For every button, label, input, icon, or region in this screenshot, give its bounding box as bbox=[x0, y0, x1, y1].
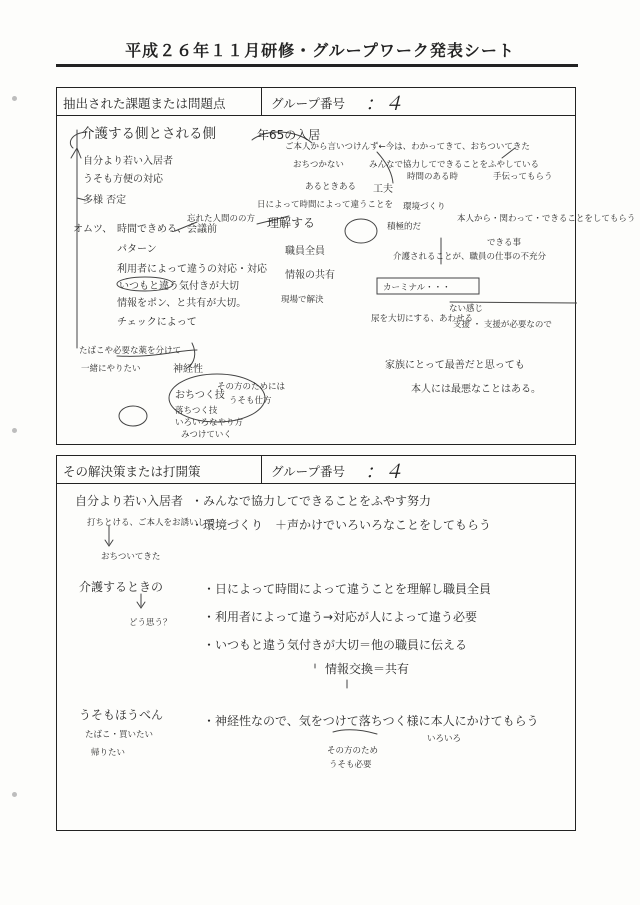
problem-section bbox=[56, 87, 636, 445]
note-differs-by-day: 日によって時間によって違うことを bbox=[257, 200, 394, 210]
problem-section-label: 抽出された課題または問題点 bbox=[63, 96, 226, 111]
sol-environment: ・環境づくり ＋声かけでいろいろなことをしてもらう bbox=[191, 518, 492, 532]
note-info-sharing: 情報の共有 bbox=[285, 270, 335, 281]
note-check: チェックによって bbox=[117, 317, 197, 328]
group-number-value: ：４ bbox=[365, 93, 404, 115]
sol-cooperate: ・みんなで協力してできることをふやす努力 bbox=[191, 494, 432, 508]
note-match: 尿を大切にする、あわせる bbox=[371, 314, 474, 324]
sol-info-exchange: 情報交換＝共有 bbox=[325, 662, 410, 676]
sol-younger-resident: 自分より若い入居者 bbox=[75, 494, 184, 508]
sol-calmed: おちついてきた bbox=[101, 552, 161, 562]
note-lie-ok: うそも仕方 bbox=[229, 396, 272, 406]
header-divider bbox=[261, 456, 262, 483]
sol-various: いろいろ bbox=[427, 734, 462, 744]
note-diaper: オムツ、 bbox=[73, 224, 113, 235]
sol-white-lie: うそもほうべん bbox=[79, 708, 164, 722]
note-worst-for-person: 本人には最悪なことはある。 bbox=[411, 384, 541, 395]
note-various-ways: いろいろなやり方 bbox=[175, 418, 244, 428]
note-can-do: できる事 bbox=[487, 238, 522, 248]
note-solve-on-site: 現場で解決 bbox=[281, 295, 324, 305]
note-ingenuity: 工夫 bbox=[373, 184, 393, 195]
note-for-that-person: その方のためには bbox=[217, 382, 286, 392]
note-environment: 環境づくり bbox=[403, 202, 446, 212]
note-care-giver-receiver: 介護する側とされる側 bbox=[81, 126, 216, 142]
problem-section-header bbox=[57, 88, 575, 116]
note-when-time: 時間のある時 bbox=[407, 172, 459, 182]
binder-hole bbox=[12, 96, 17, 101]
note-now-calming: ご本人から言いつけんず←今は、わかってきて、おちついてきた bbox=[285, 142, 530, 152]
sol-want-go-home: 帰りたい bbox=[91, 748, 126, 758]
note-forgetful-person: 忘れた人間のの方 bbox=[187, 214, 256, 224]
sol-invite: 打ちとける、ご本人をお誘いして bbox=[87, 518, 215, 528]
sol-for-that-person: その方のため bbox=[327, 746, 379, 756]
group-number-value: ：４ bbox=[365, 461, 404, 483]
note-caretaking-insufficient: 介護されることが、職員の仕事の不充分 bbox=[393, 252, 547, 262]
solution-section-label: その解決策または打開策 bbox=[63, 464, 201, 479]
note-get-help: 手伝ってもらう bbox=[493, 172, 553, 182]
note-cooperate: みんなで協力してできることをふやしている bbox=[369, 160, 540, 170]
note-notice-difference: いつもと違う気付きが大切 bbox=[119, 281, 239, 292]
sol-calm-nervous: ・神経性なので、気をつけて落ちつく様に本人にかけてもらう bbox=[203, 714, 539, 728]
solution-section bbox=[56, 455, 576, 831]
note-feeling: ない感じ bbox=[449, 304, 484, 314]
sol-lie-needed: うそも必要 bbox=[329, 760, 372, 770]
title-rule bbox=[56, 64, 578, 67]
note-age65-resident: 年65の入居 bbox=[257, 128, 321, 142]
solution-section-header bbox=[57, 456, 575, 484]
note-differs-by-user: 利用者によって違うの対応・対応 bbox=[117, 264, 267, 275]
sol-how-think: どう思う？ bbox=[129, 618, 172, 628]
note-understand: 理解する bbox=[267, 216, 316, 230]
note-self-involve: 本人から・関わって・できることをしてもらう bbox=[457, 214, 636, 224]
note-tobacco: たばこや必要な薬を分けて bbox=[79, 346, 182, 356]
binder-hole bbox=[12, 428, 17, 433]
note-calm-technique-2: 落ちつく技 bbox=[175, 406, 218, 416]
sol-buy-tobacco: たばこ・買いたい bbox=[85, 730, 154, 740]
note-decide-time: 時間できめる、会議前 bbox=[117, 224, 217, 235]
note-support-needed: 支援 ・ 支援が必要なので bbox=[453, 320, 552, 330]
note-want-together: 一緒にやりたい bbox=[81, 364, 141, 374]
sol-understand-differences: ・日によって時間によって違うことを理解し職員全員 bbox=[203, 582, 492, 596]
note-family-best: 家族にとって最善だと思っても bbox=[385, 360, 525, 371]
sol-differs-by-user: ・利用者によって違う→対応が人によって違う必要 bbox=[203, 610, 478, 624]
header-divider bbox=[261, 88, 262, 115]
binder-hole bbox=[12, 792, 17, 797]
note-terminal: カーミナル・・・ bbox=[383, 283, 451, 293]
note-sometimes: あるときある bbox=[305, 182, 357, 192]
note-all-staff: 職員全員 bbox=[285, 246, 325, 257]
note-find: みつけていく bbox=[181, 430, 232, 440]
group-number-label: グループ番号 bbox=[271, 96, 346, 111]
note-nervous: 神経性 bbox=[173, 364, 203, 375]
note-restless: おちつかない bbox=[293, 160, 344, 170]
note-younger-resident: 自分より若い入居者 bbox=[83, 156, 173, 167]
note-share-info: 情報をポン、と共有が大切。 bbox=[117, 298, 247, 309]
note-denial: 多様 否定 bbox=[83, 195, 127, 206]
page-title: 平成２６年１１月研修・グループワーク発表シート bbox=[125, 41, 515, 60]
note-calm-technique: おちつく技 bbox=[175, 390, 225, 401]
note-active: 積極的だ bbox=[387, 222, 422, 232]
sol-when-caring: 介護するときの bbox=[79, 580, 164, 594]
note-white-lie: うそも方便の対応 bbox=[83, 174, 163, 185]
sol-notice-difference: ・いつもと違う気付きが大切＝他の職員に伝える bbox=[203, 638, 468, 652]
group-number-label: グループ番号 bbox=[271, 464, 346, 479]
note-pattern: パターン bbox=[117, 244, 157, 255]
